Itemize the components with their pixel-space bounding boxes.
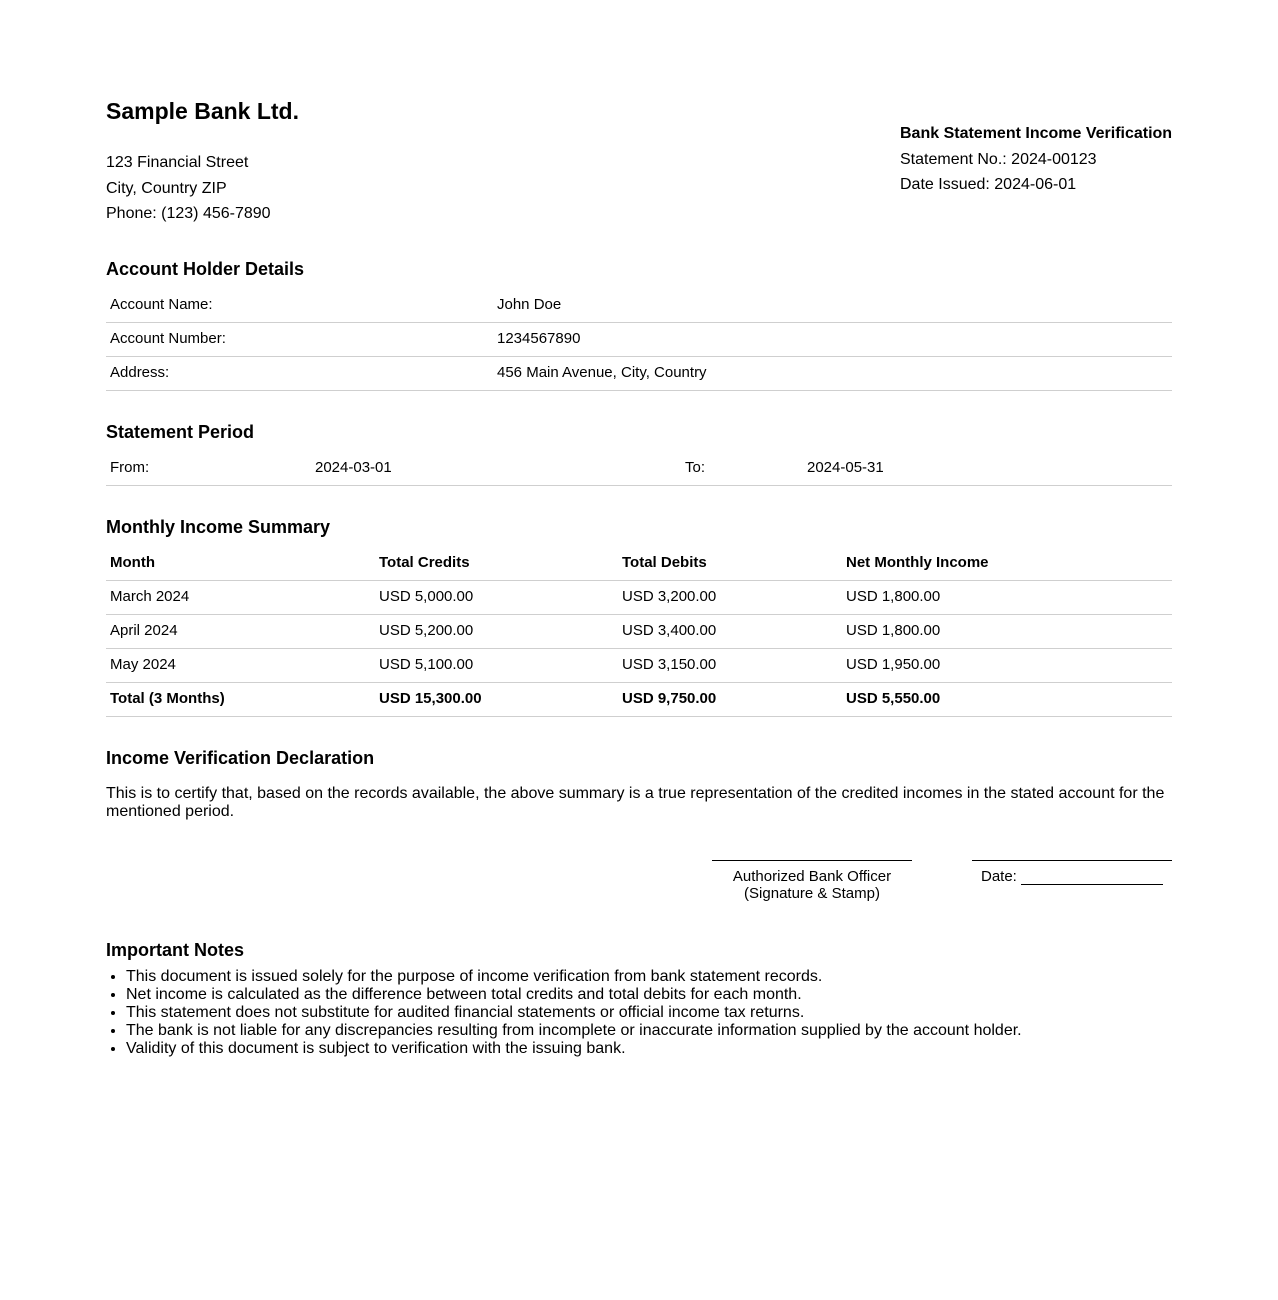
total-net-income: USD 5,550.00 (846, 690, 941, 707)
date-label: Date: (981, 868, 1017, 885)
statement-period-row (106, 451, 1172, 486)
date-blank-line (1021, 884, 1163, 885)
summary-total-row (106, 682, 1172, 717)
list-item: • The bank is not liable for any discrepancies resulting from incomplete or inaccurate information supplied by the account holder. (126, 1022, 1226, 1040)
signatory-title: Authorized Bank Officer (732, 868, 892, 885)
cell-credits: USD 5,200.00 (379, 622, 474, 639)
declaration-text: This is to certify that, based on the records available, the above summary is a true representation of the credited incomes in the stated account for the mentioned period. (106, 785, 1165, 820)
list-item: • Validity of this document is subject to verification with the issuing bank. (126, 1040, 1226, 1058)
account-row-value: John Doe (497, 296, 562, 313)
column-header-total-credits: Total Credits (379, 554, 470, 571)
date-signature-line (972, 860, 1172, 861)
notes-list (106, 968, 1226, 1058)
statement-period-heading: Statement Period (106, 422, 255, 442)
account-row (106, 288, 1172, 323)
list-item: • Net income is calculated as the difference between total credits and total debits for each month. (126, 986, 1226, 1004)
account-holder-heading: Account Holder Details (106, 259, 305, 279)
account-row-label: Account Number: (110, 330, 226, 347)
bank-name: Sample Bank Ltd. (106, 98, 299, 124)
summary-header-row (106, 546, 1172, 581)
document-title: Bank Statement Income Verification (900, 125, 1173, 142)
total-debits: USD 9,750.00 (622, 690, 717, 707)
account-row-value: 1234567890 (497, 330, 581, 347)
cell-net-income: USD 1,950.00 (846, 656, 941, 673)
bank-address (106, 150, 271, 227)
signatory-subtitle: (Signature & Stamp) (744, 885, 880, 902)
table-row (106, 580, 1172, 615)
statement-number: Statement No.: 2024-00123 (900, 150, 1097, 168)
cell-net-income: USD 1,800.00 (846, 622, 941, 639)
bank-address-line2: City, Country ZIP (106, 179, 227, 197)
total-label: Total (3 Months) (110, 690, 225, 707)
account-row (106, 322, 1172, 357)
account-row-value: 456 Main Avenue, City, Country (497, 364, 707, 381)
table-row (106, 614, 1172, 649)
account-row-label: Address: (110, 364, 170, 381)
account-row-label: Account Name: (110, 296, 213, 313)
period-to-value: 2024-05-31 (807, 459, 884, 476)
total-credits: USD 15,300.00 (379, 690, 482, 707)
declaration-heading: Income Verification Declaration (106, 748, 375, 768)
column-header-net-income: Net Monthly Income (846, 554, 989, 571)
cell-net-income: USD 1,800.00 (846, 588, 941, 605)
bank-phone: Phone: (123) 456-7890 (106, 205, 271, 222)
list-item: • This statement does not substitute for audited financial statements or official income tax returns. (126, 1004, 1226, 1022)
bank-address-line1: 123 Financial Street (106, 154, 249, 171)
period-to-label: To: (685, 459, 706, 476)
cell-month: May 2024 (110, 656, 176, 673)
period-from-label: From: (110, 459, 150, 476)
document-meta (900, 121, 1172, 198)
signatory-caption (712, 868, 912, 902)
list-item: • This document is issued solely for the purpose of income verification from bank statement records. (126, 968, 1226, 986)
column-header-month: Month (110, 554, 155, 571)
cell-month: March 2024 (110, 588, 190, 605)
signature-line (712, 860, 912, 861)
table-row (106, 648, 1172, 683)
account-row (106, 356, 1172, 391)
cell-month: April 2024 (110, 622, 178, 639)
cell-debits: USD 3,200.00 (622, 588, 717, 605)
important-notes-heading: Important Notes (106, 940, 245, 960)
column-header-total-debits: Total Debits (622, 554, 707, 571)
period-from-value: 2024-03-01 (315, 459, 392, 476)
income-summary-heading: Monthly Income Summary (106, 517, 331, 537)
cell-credits: USD 5,100.00 (379, 656, 474, 673)
cell-credits: USD 5,000.00 (379, 588, 474, 605)
cell-debits: USD 3,400.00 (622, 622, 717, 639)
date-issued: Date Issued: 2024-06-01 (900, 176, 1077, 193)
cell-debits: USD 3,150.00 (622, 656, 717, 673)
